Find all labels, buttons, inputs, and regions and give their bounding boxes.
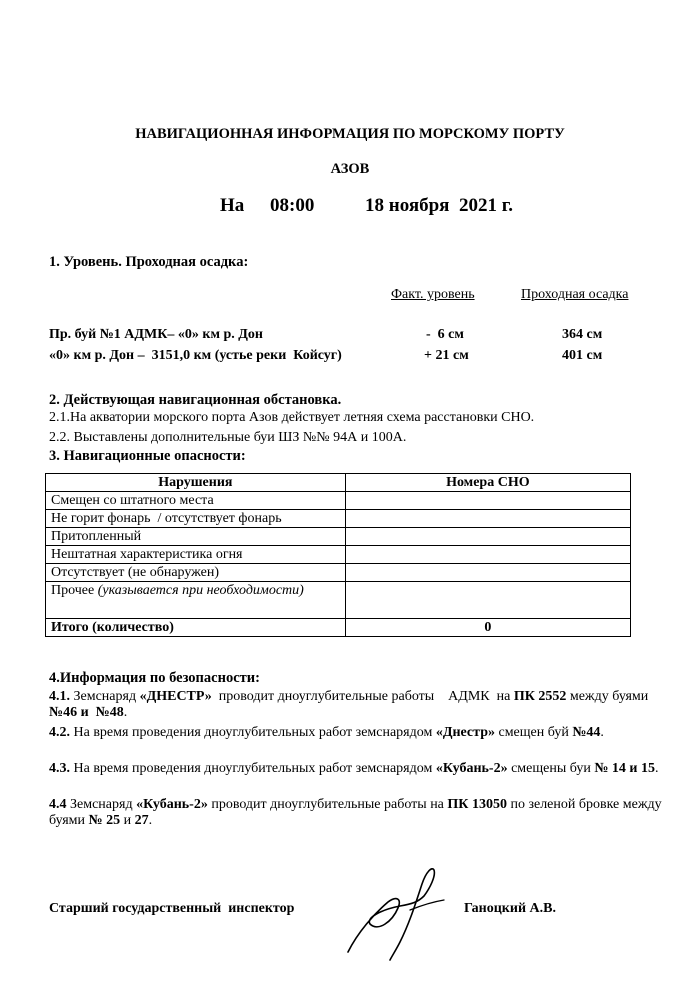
navigation-note: 2.1.На акватории морского порта Азов действует летняя схема расстановки СНО. <box>49 410 535 425</box>
report-time: 08:00 <box>270 195 315 216</box>
other-note: (указывается при необходимости) <box>97 583 304 598</box>
item-text: по зеленой бровке между буями <box>49 797 662 828</box>
table-row <box>46 510 631 528</box>
item-text: проводит дноуглубительные работы на <box>207 797 448 812</box>
table-total-row <box>46 619 631 637</box>
violation-value <box>345 546 630 564</box>
document-title: НАВИГАЦИОННАЯ ИНФОРМАЦИЯ ПО МОРСКОМУ ПОРТУ <box>135 126 565 142</box>
violation-value <box>345 564 630 582</box>
column-header-draft: Проходная осадка <box>521 287 629 302</box>
level-row-place: «0» км р. Дон – 3151,0 км (устье реки Койсуг) <box>49 348 342 363</box>
item-number: 4.1. <box>49 689 70 704</box>
buoy-numbers: № 14 и 15 <box>594 761 655 776</box>
item-number: 4.4 <box>49 797 67 812</box>
buoy-numbers: № 25 <box>88 813 121 828</box>
level-row-draft: 401 см <box>562 348 603 363</box>
table-row <box>46 564 631 582</box>
dredger-name: «Кубань-2» <box>136 797 208 812</box>
item-text: . <box>655 761 659 776</box>
item-text: На время проведения дноуглубительных работ земснарядом <box>70 761 436 776</box>
item-text: Земснаряд <box>66 797 137 812</box>
total-label: Итого (количество) <box>46 619 346 637</box>
item-text: . <box>600 725 604 740</box>
signature-image <box>340 862 450 962</box>
item-text: проводит дноуглубительные работы АДМК на <box>211 689 514 704</box>
safety-item <box>49 725 666 741</box>
level-row-level: - 6 см <box>426 327 464 342</box>
violation-label: Отсутствует (не обнаружен) <box>46 564 346 582</box>
hazards-table <box>45 473 631 637</box>
violation-label: Смещен со штатного места <box>46 492 346 510</box>
inspector-position: Старший государственный инспектор <box>49 901 295 916</box>
item-text: На время проведения дноуглубительных работ земснарядом <box>70 725 436 740</box>
item-text: смещен буй <box>494 725 573 740</box>
section1-heading: 1. Уровень. Проходная осадка: <box>49 254 249 270</box>
level-row-draft: 364 см <box>562 327 603 342</box>
table-row <box>46 546 631 564</box>
inspector-name: Ганоцкий А.В. <box>464 901 556 916</box>
buoy-numbers: №46 и №48 <box>49 705 124 720</box>
navigation-note: 2.2. Выставлены дополнительные буи ШЗ №№ 94А и 100А. <box>49 430 407 445</box>
section2-heading: 2. Действующая навигационная обстановка. <box>49 392 342 408</box>
section3-heading: 3. Навигационные опасности: <box>49 448 246 464</box>
item-text: между буями <box>566 689 656 704</box>
other-label: Прочее <box>51 583 95 598</box>
table-row <box>46 492 631 510</box>
violation-value <box>345 492 630 510</box>
safety-item <box>49 689 666 721</box>
column-header-violation: Нарушения <box>46 474 346 492</box>
item-number: 4.2. <box>49 725 70 740</box>
item-text: смещены буи <box>507 761 595 776</box>
table-row <box>46 528 631 546</box>
level-row-place: Пр. буй №1 АДМК– «0» км р. Дон <box>49 327 263 342</box>
item-number: 4.3. <box>49 761 70 776</box>
violation-label: Притопленный <box>46 528 346 546</box>
violation-label: Нештатная характеристика огня <box>46 546 346 564</box>
picket-number: ПК 2552 <box>513 689 567 704</box>
table-row <box>46 582 631 619</box>
dredger-name: «Кубань-2» <box>435 761 508 776</box>
column-header-numbers: Номера СНО <box>345 474 630 492</box>
buoy-numbers: №44 <box>572 725 601 740</box>
column-header-level: Факт. уровень <box>391 287 475 302</box>
report-date: 18 ноября 2021 г. <box>365 195 513 216</box>
level-row-level: + 21 см <box>424 348 469 363</box>
item-text: . <box>148 813 153 828</box>
dredger-name: «Днестр» <box>435 725 495 740</box>
item-text: . <box>123 705 128 720</box>
total-value: 0 <box>345 619 630 637</box>
dredger-name: «ДНЕСТР» <box>139 689 212 704</box>
violation-value <box>345 510 630 528</box>
picket-number: ПК 13050 <box>447 797 507 812</box>
safety-item <box>49 797 666 829</box>
on-label: На <box>220 195 245 216</box>
violation-label: Не горит фонарь / отсутствует фонарь <box>46 510 346 528</box>
buoy-numbers: 27 <box>134 813 149 828</box>
table-header-row <box>46 474 631 492</box>
item-text: и <box>120 813 135 828</box>
item-text: Земснаряд <box>70 689 140 704</box>
section4-heading: 4.Информация по безопасности: <box>49 670 260 686</box>
violation-value <box>345 582 630 619</box>
violation-label-other <box>46 582 346 619</box>
port-name: АЗОВ <box>330 161 370 177</box>
safety-item <box>49 761 666 777</box>
violation-value <box>345 528 630 546</box>
